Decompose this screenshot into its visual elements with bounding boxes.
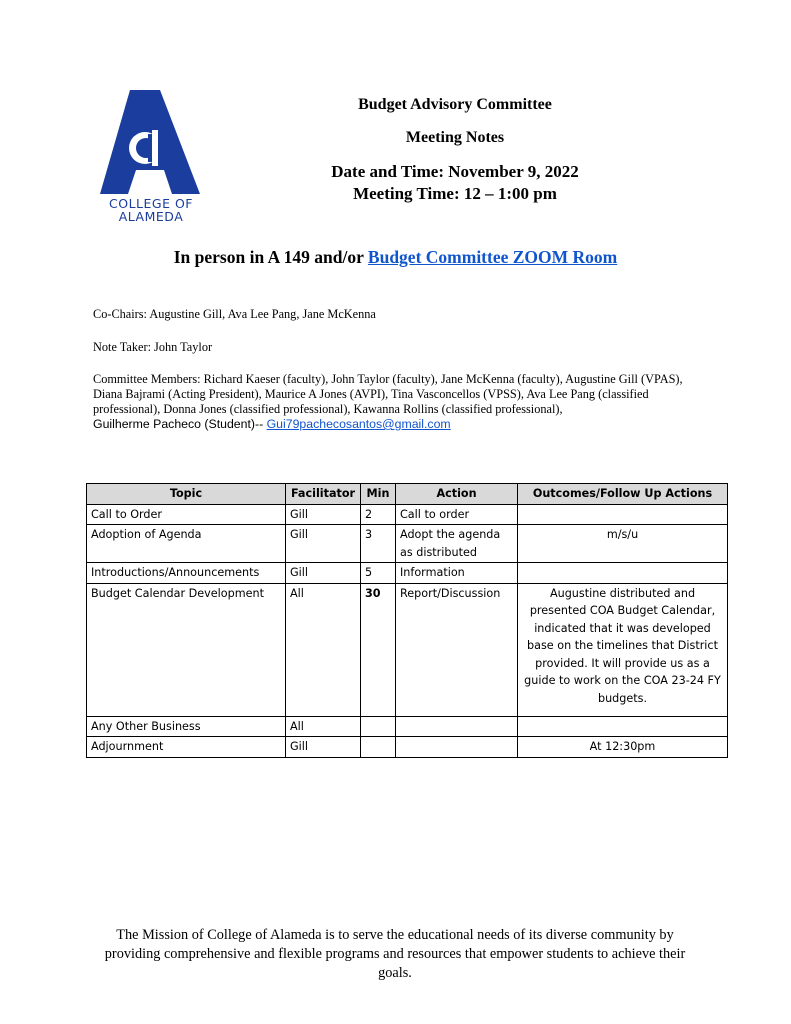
note-taker: Note Taker: John Taylor: [93, 340, 213, 354]
co-chairs: Co-Chairs: Augustine Gill, Ava Lee Pang, Jane McKenna: [93, 307, 376, 321]
agenda-table: [86, 483, 728, 758]
cell-action: [396, 737, 518, 758]
cell-topic: Introductions/Announcements: [87, 563, 286, 584]
table-row: [87, 583, 728, 716]
cell-outcome: m/s/u: [518, 525, 728, 563]
table-row: [87, 737, 728, 758]
zoom-room-link[interactable]: Budget Committee ZOOM Room: [367, 247, 618, 267]
header-topic: Topic: [87, 484, 286, 505]
cell-min: 5: [361, 563, 396, 584]
cell-min: 2: [361, 504, 396, 525]
table-row: [87, 563, 728, 584]
header-action: Action: [396, 484, 518, 505]
table-row: [87, 525, 728, 563]
cell-outcome: [518, 563, 728, 584]
time-line: Meeting Time: 12 – 1:00 pm: [353, 184, 557, 203]
cell-min: [361, 737, 396, 758]
cell-facilitator: All: [286, 583, 361, 716]
college-logo: [96, 90, 206, 222]
table-row: [87, 716, 728, 737]
committee-title: Budget Advisory Committee: [358, 96, 552, 113]
cell-outcome: [518, 504, 728, 525]
cell-facilitator: Gill: [286, 504, 361, 525]
cell-topic: Call to Order: [87, 504, 286, 525]
meeting-notes-title: Meeting Notes: [405, 129, 505, 146]
table-header-row: [87, 484, 728, 505]
header-outcomes: Outcomes/Follow Up Actions: [518, 484, 728, 505]
cell-action: Adopt the agenda as distributed: [396, 525, 518, 563]
student-member: Guilherme Pacheco (Student)--: [93, 417, 267, 431]
mission-statement: The Mission of College of Alameda is to serve the educational needs of its diverse community by providing comprehensive and flexible programs and resources that empower students to achieve their goals.: [104, 927, 686, 981]
logo-line-1: COLLEGE OF: [109, 196, 193, 211]
cell-outcome: At 12:30pm: [518, 737, 728, 758]
meeting-location: [0, 247, 791, 268]
cell-action: Call to order: [396, 504, 518, 525]
location-prefix: In person in A 149 and/or: [173, 247, 368, 267]
cell-facilitator: Gill: [286, 525, 361, 563]
cell-topic: Adoption of Agenda: [87, 525, 286, 563]
student-email-link[interactable]: Gui79pachecosantos@gmail.com: [266, 417, 451, 431]
cell-action: Information: [396, 563, 518, 584]
committee-members: [93, 372, 703, 432]
logo-line-2: ALAMEDA: [118, 209, 184, 224]
cell-min: 3: [361, 525, 396, 563]
cell-facilitator: Gill: [286, 737, 361, 758]
header-facilitator: Facilitator: [286, 484, 361, 505]
date-line: Date and Time: November 9, 2022: [331, 162, 579, 181]
header-min: Min: [361, 484, 396, 505]
table-row: [87, 504, 728, 525]
cell-action: [396, 716, 518, 737]
cell-min: [361, 716, 396, 737]
cell-facilitator: All: [286, 716, 361, 737]
cell-action: Report/Discussion: [396, 583, 518, 716]
members-list: Committee Members: Richard Kaeser (faculty), John Taylor (faculty), Jane McKenna (faculty), Augustine Gill (VPAS), Diana Bajrami (Acting President), Maurice A Jones (AVPI), Tina Vasconcellos (VPSS), Ava Lee Pang (classified professional), Donna Jones (classified professional), Kawanna Rollins (classified professional),: [93, 372, 683, 416]
cell-topic: Budget Calendar Development: [87, 583, 286, 716]
cell-topic: Adjournment: [87, 737, 286, 758]
cell-facilitator: Gill: [286, 563, 361, 584]
college-a-logo-icon: [96, 90, 206, 196]
cell-outcome: [518, 716, 728, 737]
cell-min: 30: [361, 583, 396, 716]
cell-outcome: Augustine distributed and presented COA Budget Calendar, indicated that it was developed base on the timelines that District provided. It will provide us as a guide to work on the COA 23-24 FY budgets.: [518, 583, 728, 716]
cell-topic: Any Other Business: [87, 716, 286, 737]
